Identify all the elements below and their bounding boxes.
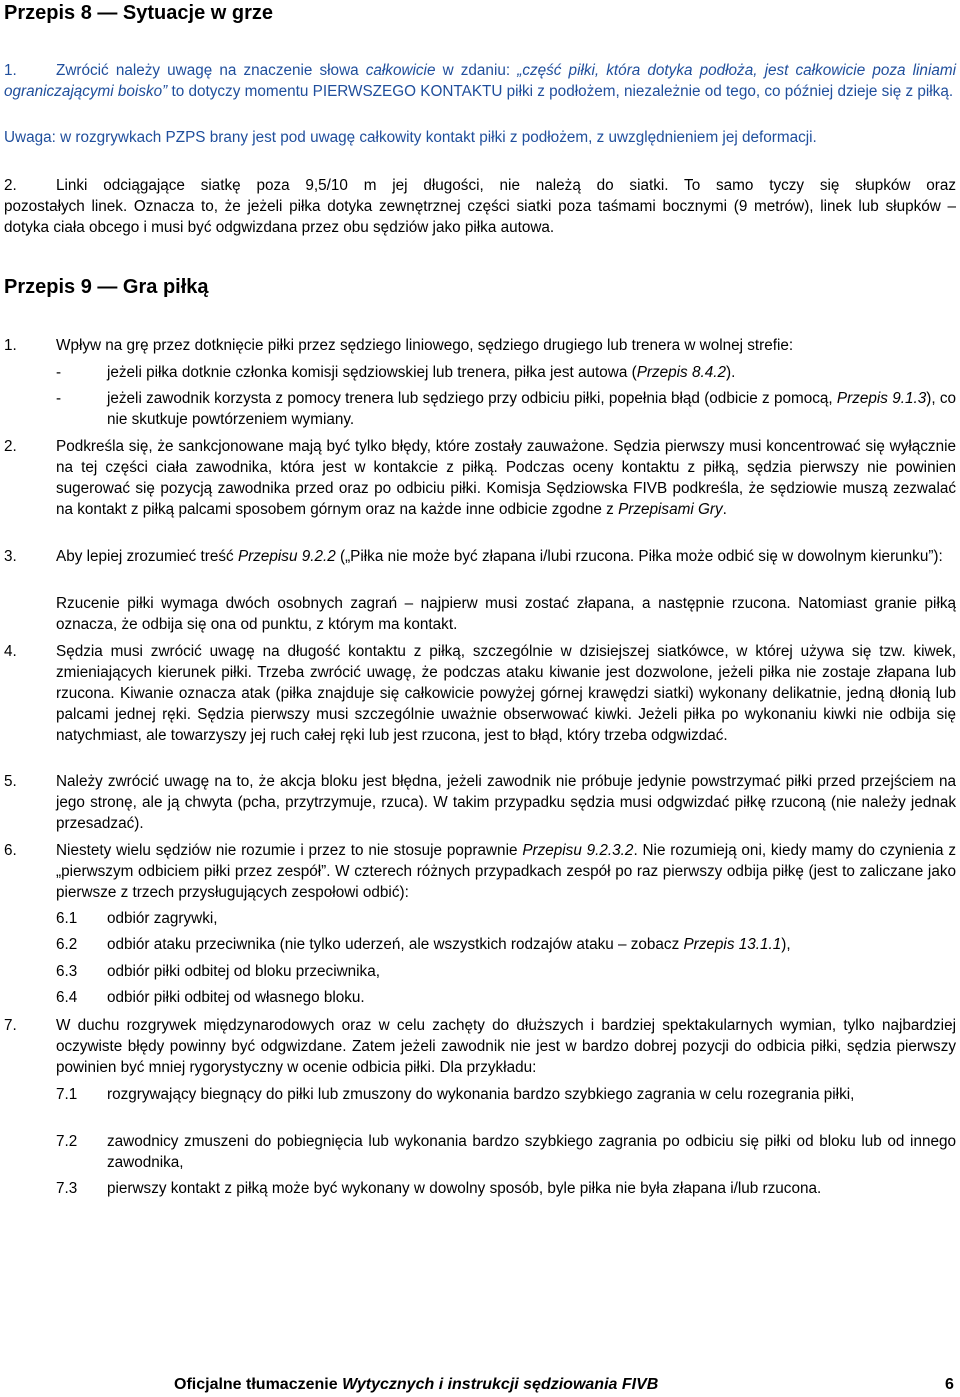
sub-item-number: 7.2	[56, 1133, 78, 1150]
text: odbiór ataku przeciwnika (nie tylko uderzeń, ale wszystkich rodzajów ataku – zobacz	[107, 936, 684, 953]
paragraph-9-1: Wpływ na grę przez dotknięcie piłki przez sędziego liniowego, sędziego drugiego lub trenera w wolnej strefie:	[56, 337, 794, 354]
text: . Nie rozumieją oni, kiedy mamy do czynienia z „pierwszym odbiciem piłki przez zespół”. W czterech różnych przypadkach zespół po raz pierwszy odbija piłkę (jest to zaliczane jako pierwsze z trzech przysługujących zespołowi odbić):	[56, 842, 957, 901]
sub-item-6-3: odbiór piłki odbitej od bloku przeciwnika,	[107, 963, 380, 980]
item-number: 4.	[4, 643, 17, 660]
note-uwaga: Uwaga: w rozgrywkach PZPS brany jest pod uwagę całkowity kontakt piłki z podłożem, z uwzględnieniem jej deformacji.	[4, 129, 817, 146]
bullet-9-1-b	[107, 388, 956, 430]
paragraph-9-7: W duchu rozgrywek międzynarodowych oraz w celu zachęty do dłuższych i bardziej spektakularnych wymian, tylko najbardziej oczywiste błędy powinny być odgwizdane. Zatem jeżeli zawodnik nie jest w bardzo dobrej pozycji do odbicia piłki, sędzia pierwszy powinien być mniej rygorystyczny w ocenie odbicia piłki. Dla przykładu:	[56, 1017, 956, 1076]
heading-przepis-8: Przepis 8 — Sytuacje w grze	[4, 2, 273, 24]
text-italic: Przepis 8.4.2	[636, 364, 726, 381]
sub-item-6-2	[107, 934, 791, 955]
item-number: 1.	[4, 337, 17, 354]
sub-item-number: 7.1	[56, 1086, 78, 1103]
text-italic: Przepis 13.1.1	[683, 936, 782, 953]
sub-item-number: 6.3	[56, 963, 78, 980]
text: ), co nie skutkuje powtórzeniem wymiany.	[107, 390, 957, 428]
paragraph-9-3-explanation: Rzucenie piłki wymaga dwóch osobnych zagrań – najpierw musi zostać złapana, a następnie rzucona. Natomiast granie piłką oznacza, że odbija się ona od punktu, z którym ma kontakt.	[56, 595, 956, 633]
text: jeżeli zawodnik korzysta z pomocy trenera lub sędziego przy odbiciu piłki, popełnia błąd (odbicie z pomocą,	[107, 390, 837, 407]
paragraph-9-5: Należy zwrócić uwagę na to, że akcja bloku jest błędna, jeżeli zawodnik nie próbuje jedynie powstrzymać piłki przed przejściem na jego stronę, ale ją chwyta (pcha, przytrzymuje, rzuca). W takim przypadku sędzia musi odgwizdać piłkę rzuconą (nie należy jednak przesadzać).	[56, 773, 956, 832]
text-italic: całkowicie	[365, 62, 436, 79]
text-italic: Przepisu 9.2.3.2	[522, 842, 634, 859]
paragraph-8-2-rest: pozostałych linek. Oznacza to, że jeżeli piłka dotyka zewnętrznej części siatki poza taśmami bocznymi (9 metrów), linek lub słupków – dotyka ciała obcego i musi być odgwizdana przez obu sędziów jako piłka autowa.	[4, 198, 956, 236]
heading-przepis-9: Przepis 9 — Gra piłką	[4, 276, 209, 298]
item-number: 3.	[4, 548, 17, 565]
footer-title	[174, 1374, 658, 1396]
page-number: 6	[945, 1376, 954, 1393]
text: Zwrócić należy uwagę na znaczenie słowa	[56, 62, 366, 79]
paragraph-8-1	[4, 60, 956, 102]
item-number: 1.	[4, 62, 17, 79]
bullet-9-1-a	[107, 362, 956, 383]
text: .	[722, 501, 727, 518]
text: ),	[781, 936, 791, 953]
text: jeżeli piłka dotknie członka komisji sędziowskiej lub trenera, piłka jest autowa (	[107, 364, 637, 381]
text: Niestety wielu sędziów nie rozumie i przez to nie stosuje poprawnie	[56, 842, 523, 859]
sub-item-number: 6.1	[56, 910, 78, 927]
sub-item-number: 6.2	[56, 936, 78, 953]
sub-item-number: 7.3	[56, 1180, 78, 1197]
page-footer	[0, 1374, 960, 1396]
text: to dotyczy momentu PIERWSZEGO KONTAKTU piłki z podłożem, niezależnie od tego, co później dzieje się z piłką.	[167, 83, 954, 100]
text: w zdaniu:	[435, 62, 518, 79]
text-italic: „część piłki, która dotyka podłoża, jest całkowicie poza liniami ograniczającymi boisko”	[4, 62, 956, 100]
sub-item-7-2: zawodnicy zmuszeni do pobiegnięcia lub wykonania bardzo szybkiego zagrania po odbiciu się piłki od bloku lub od innego zawodnika,	[107, 1133, 956, 1171]
item-number: 2.	[4, 438, 17, 455]
sub-item-6-4: odbiór piłki odbitej od własnego bloku.	[107, 989, 365, 1006]
text-italic: Przepisami Gry	[618, 501, 723, 518]
text: ).	[725, 364, 736, 381]
text: Aby lepiej zrozumieć treść	[56, 548, 238, 565]
sub-item-7-1: rozgrywający biegnący do piłki lub zmuszony do wykonania bardzo szybkiego zagrania w celu rozegrania piłki,	[107, 1086, 855, 1103]
dash-bullet: -	[56, 364, 62, 381]
sub-item-number: 6.4	[56, 989, 78, 1006]
item-number: 5.	[4, 773, 17, 790]
paragraph-9-3	[56, 546, 956, 567]
paragraph-9-6	[56, 840, 956, 903]
paragraph-9-2	[56, 436, 956, 520]
item-number: 6.	[4, 842, 17, 859]
text-italic: Przepisu 9.2.2	[237, 548, 336, 565]
dash-bullet: -	[56, 390, 62, 407]
text-italic: Wytycznych i instrukcji sędziowania FIVB	[342, 1376, 659, 1393]
text: („Piłka nie może być złapana i/lubi rzucona. Piłka może odbić się w dowolnym kierunku”):	[335, 548, 943, 565]
sub-item-7-3: pierwszy kontakt z piłką może być wykonany w dowolny sposób, byle piłka nie była złapana i/lub rzucona.	[107, 1180, 822, 1197]
paragraph-8-2-line1: Linki odciągające siatkę poza 9,5/10 m jej długości, nie należą do siatki. To samo tyczy się słupków oraz	[56, 177, 956, 194]
paragraph-9-4: Sędzia musi zwrócić uwagę na długość kontaktu z piłką, szczególnie w dzisiejszej siatkówce, w której używa się tzw. kiwek, zmieniających kierunek piłki. Trzeba zwrócić uwagę, że podczas ataku kiwanie jest dozwolone, jeżeli piłka nie zostaje złapana lub rzucona. Kiwanie oznacza atak (piłka znajduje się całkowicie powyżej górnej krawędzi siatki) wykonany delikatnie, jedną dłonią lub palcami jednej ręki. Sędzia pierwszy musi szczególnie uważnie obserwować kiwki. Jeżeli piłka po wykonaniu kiwki nie odbija się natychmiast, ale towarzyszy jej ruch całej ręki lub jest rzucona, jest to błąd, który trzeba odgwizdać.	[56, 643, 956, 744]
text: Oficjalne tłumaczenie	[174, 1376, 343, 1393]
text: Podkreśla się, że sankcjonowane mają być tylko błędy, które zostały zauważone. Sędzia pierwszy musi koncentrować się wyłącznie na tej części ciała zawodnika, która jest w kontakcie z piłką. Podczas oceny kontaktu z piłką, sędzia pierwszy nie powinien sugerować się pozycją zawodnika przed oraz po odbiciu piłki. Komisja Sędziowska FIVB podkreśla, że sędziowie muszą zezwalać na kontakt z piłką palcami sposobem górnym oraz na każde inne odbicie zgodne z	[56, 438, 956, 518]
item-number: 7.	[4, 1017, 17, 1034]
text-italic: Przepis 9.1.3	[836, 390, 927, 407]
item-number: 2.	[4, 177, 17, 194]
sub-item-6-1: odbiór zagrywki,	[107, 910, 218, 927]
